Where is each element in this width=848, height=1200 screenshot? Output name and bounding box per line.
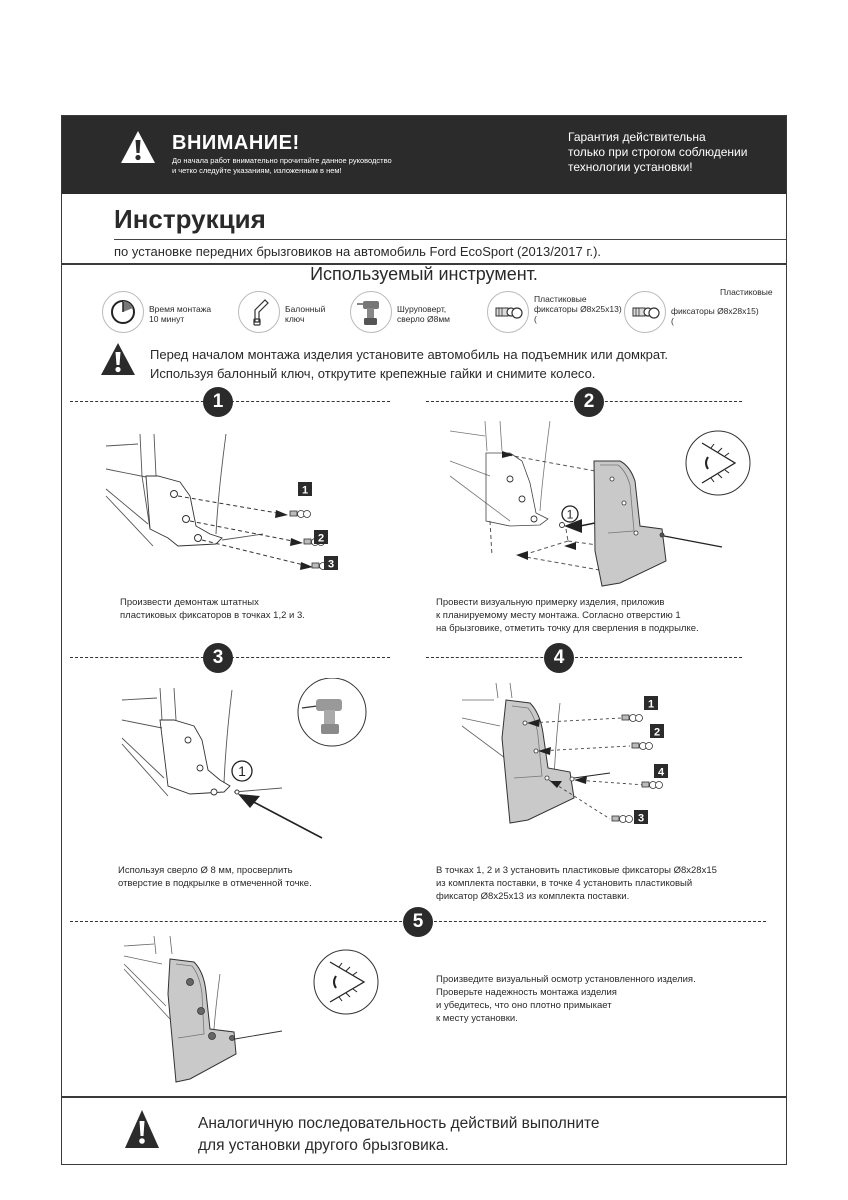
tool-circle (487, 291, 529, 333)
guarantee-line: Гарантия действительна (568, 130, 706, 144)
tool-label-line: сверло Ø8мм (397, 314, 451, 324)
tool-label-top: Пластиковые (720, 287, 773, 297)
step-3-badge: 3 (203, 643, 233, 673)
clock-icon (103, 292, 143, 332)
step-4-badge: 4 (544, 643, 574, 673)
warning-subtitle-line: и четко следуйте указаниям, изложенным в нем! (172, 166, 342, 175)
tools-title: Используемый инструмент. (310, 264, 538, 284)
pre-install-warning (100, 342, 668, 381)
caption-line: и убедитесь, что оно плотно примыкает (436, 1000, 612, 1011)
tool-label-line: ключ (285, 314, 305, 324)
clip-fastener-icon (625, 292, 665, 332)
step-1-illustration (98, 434, 358, 584)
bottom-warning-text (198, 1113, 600, 1157)
step-4-marker-4 (654, 764, 668, 779)
tool-circle (238, 291, 280, 333)
step-1-badge: 1 (203, 387, 233, 417)
tool-label (149, 304, 211, 324)
caption-line: из комплекта поставки, в точке 4 установить пластиковый (436, 878, 693, 889)
step-1-marker-3 (324, 556, 338, 571)
caption-line: Проверьте надежность монтажа изделия (436, 987, 617, 998)
guarantee-line: технологии установки! (568, 160, 693, 174)
warning-triangle-icon (100, 342, 136, 376)
tool-label-line: фиксаторы Ø8x28x15) (671, 306, 759, 316)
caption-line: Произведите визуальный осмотр установленного изделия. (436, 974, 696, 985)
eye-inspection-icon (314, 950, 378, 1014)
warning-subtitle-line: До начала работ внимательно прочитайте данное руководство (172, 156, 392, 165)
svg-text:4: 4 (657, 766, 665, 779)
tool-label-line: фиксаторы Ø8x25x13) (534, 304, 622, 314)
warning-banner (62, 116, 786, 194)
step-4-illustration (450, 678, 690, 853)
svg-text:1: 1 (566, 507, 574, 522)
tool-label-line: ( (671, 316, 674, 326)
tool-circle (624, 291, 666, 333)
drill-inspection-icon (298, 678, 366, 746)
step-5-badge: 5 (403, 907, 433, 937)
warning-triangle-icon (124, 1109, 160, 1149)
caption-line: фиксатор Ø8x25x13 из комплекта поставки. (436, 891, 630, 902)
svg-text:2: 2 (653, 726, 661, 739)
step-4-marker-3 (634, 810, 648, 825)
step-4-marker-1 (644, 696, 658, 711)
eye-inspection-icon (686, 431, 750, 495)
tool-label-line: Время монтажа (149, 304, 212, 314)
tool-label (285, 304, 325, 324)
caption-line: к месту установки. (436, 1013, 518, 1024)
svg-text:1: 1 (301, 484, 309, 497)
warning-title: ВНИМАНИЕ! (172, 132, 300, 154)
svg-text:1: 1 (238, 763, 246, 779)
caption-line: на брызговике, отметить точку для сверления в подкрылке. (436, 623, 699, 634)
caption-line: отверстие в подкрылке в отмеченной точке. (118, 878, 312, 889)
guarantee-note (568, 130, 747, 175)
tool-label-line: Шуруповерт, (397, 304, 447, 314)
page-subtitle: по установке передних брызговиков на автомобиль Ford EcoSport (2013/2017 г.). (114, 244, 602, 259)
bottom-warning-line: для установки другого брызговика. (198, 1137, 449, 1154)
wheel-wrench-icon (239, 292, 279, 332)
tool-label (671, 306, 759, 326)
step-4-separator (426, 657, 742, 658)
tool-label-line: 10 минут (149, 314, 185, 324)
pre-warning-line: Перед началом монтажа изделия установите автомобиль на подъемник или домкрат. (150, 347, 668, 362)
caption-line: Произвести демонтаж штатных (120, 597, 259, 608)
clip-fastener-icon (488, 292, 528, 332)
svg-text:2: 2 (317, 532, 325, 545)
pre-warning-text (150, 345, 668, 383)
caption-line: пластиковых фиксаторов в точках 1,2 и 3. (120, 610, 305, 621)
step-1-caption (120, 596, 305, 622)
caption-line: Используя сверло Ø 8 мм, просверлить (118, 865, 293, 876)
step-3-illustration (102, 678, 372, 843)
guarantee-line: только при строгом соблюдении (568, 145, 748, 159)
warning-subtitle (172, 156, 412, 176)
caption-line: к планируемому месту монтажа. Согласно отверстию 1 (436, 610, 681, 621)
step-2-badge: 2 (574, 387, 604, 417)
pre-warning-line: Используя балонный ключ, открутите крепежные гайки и снимите колесо. (150, 366, 596, 381)
bottom-warning-line: Аналогичную последовательность действий выполните (198, 1115, 600, 1132)
svg-text:1: 1 (647, 698, 655, 711)
step-4-marker-2 (650, 724, 664, 739)
instruction-sheet (61, 115, 787, 1165)
caption-line: В точках 1, 2 и 3 установить пластиковые фиксаторы Ø8x28x15 (436, 865, 717, 876)
warning-triangle-icon (120, 130, 156, 164)
step-2-illustration (430, 421, 760, 591)
tool-label-line: ( (534, 314, 537, 324)
tool-circle (350, 291, 392, 333)
step-5-caption (436, 973, 696, 1025)
tool-label-line: Балонный (285, 304, 326, 314)
step-1-marker-1 (298, 482, 312, 497)
page-title: Инструкция (114, 204, 266, 234)
tool-label (397, 304, 450, 324)
step-4-caption (436, 864, 717, 903)
svg-text:3: 3 (637, 812, 645, 825)
tool-circle (102, 291, 144, 333)
step-3-caption (118, 864, 312, 890)
step-1-marker-2 (314, 530, 328, 545)
step-5-illustration (114, 934, 414, 1094)
title-rule (114, 239, 786, 240)
tool-label (534, 294, 622, 324)
tool-label-line: Пластиковые (534, 294, 587, 304)
section-divider (62, 1096, 786, 1098)
step-2-caption (436, 596, 699, 635)
drill-icon (351, 292, 391, 332)
caption-line: Провести визуальную примерку изделия, приложив (436, 597, 665, 608)
svg-text:3: 3 (327, 558, 335, 571)
